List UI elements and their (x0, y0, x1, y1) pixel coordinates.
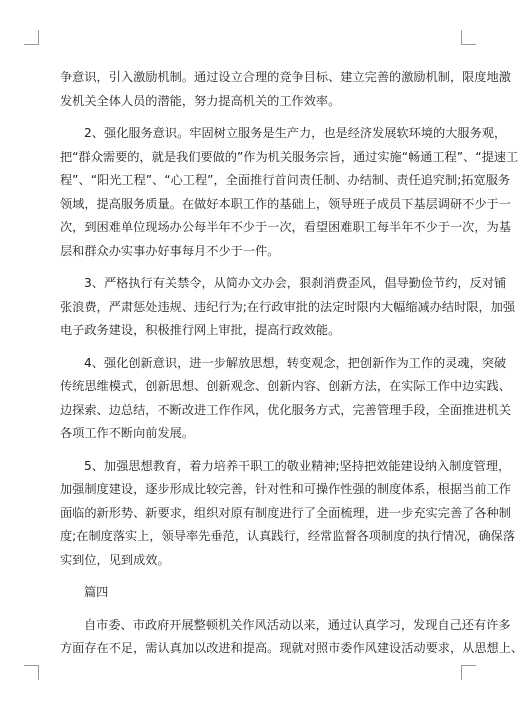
text-line: 程”、“阳光工程”、“心工程”，全面推行首问责任制、办结制、责任追究制;拓宽服务 (60, 173, 511, 187)
text-line: 度;在制度落实上，领导率先垂范，认真践行，经常监督各项制度的执行情况，确保落 (60, 529, 516, 543)
text-line: 把“群众需要的，就是我们要做的”作为机关服务宗旨，通过实施“畅通工程”、“提速工 (60, 149, 519, 164)
crop-mark-top-left (24, 30, 39, 45)
document-body (60, 66, 523, 661)
text-line: 领域，提高服务质量。在做好本职工作的基础上，领导班子成员下基层调研不少于一 (60, 196, 511, 211)
text-line: 实到位，见到成效。 (60, 552, 170, 567)
text-line: 4、强化创新意识，进一步解放思想，转变观念，把创新作为工作的灵魂，突破 (84, 355, 507, 370)
text-line: 层和群众办实事办好事每月不少于一件。 (60, 243, 280, 258)
text-line: 3、严格执行有关禁令，从简办文办会，狠刹消费歪风，倡导勤俭节约，反对铺 (84, 276, 507, 290)
text-line: 发机关全体人员的潜能，努力提高机关的工作效率。 (60, 93, 341, 108)
text-line: 各项工作不断向前发展。 (60, 426, 195, 440)
text-line: 加强制度建设，逐步形成比较完善，针对性和可操作性强的制度体系，根据当前工作 (60, 482, 511, 496)
text-line: 5、加强思想教育，着力培养干职工的敬业精神;坚持把效能建设纳入制度管理， (84, 458, 511, 473)
crop-mark-bottom-right (461, 665, 476, 680)
text-line: 边探索、边总结，不断改进工作作风，优化服务方式，完善管理手段，全面推进机关 (60, 402, 511, 417)
text-line: 张浪费，严肃惩处违规、违纪行为;在行政审批的法定时限内大幅缩减办结时限，加强 (60, 299, 516, 314)
text-line: 争意识，引入激励机制。通过设立合理的竞争目标、建立完善的激励机制，限度地激 (60, 70, 511, 84)
text-line: 方面存在不足，需认真加以改进和提高。现就对照市委作风建设活动要求，从思想上、 (60, 641, 523, 655)
text-line: 2、强化服务意识。牢固树立服务是生产力，也是经济发展软环境的大服务观， (84, 126, 507, 140)
crop-mark-top-right (461, 30, 476, 45)
section-heading: 篇四 (84, 585, 109, 599)
text-line: 自市委、市政府开展整顿机关作风活动以来，通过认真学习，发现自己还有许多 (84, 617, 511, 632)
text-line: 次，到困难单位现场办公每半年不少于一次，看望困难职工每半年不少于一次，为基 (60, 220, 511, 234)
crop-mark-bottom-left (24, 665, 39, 680)
text-line: 面临的新形势、新要求，组织对原有制度进行了全面梳理，进一步充实完善了各种制 (60, 505, 511, 520)
text-line: 传统思维模式，创新思想、创新观念、创新内容、创新方法，在实际工作中边实践、 (60, 379, 511, 393)
text-line: 电子政务建设，积极推行网上审批，提高行政效能。 (60, 323, 341, 337)
